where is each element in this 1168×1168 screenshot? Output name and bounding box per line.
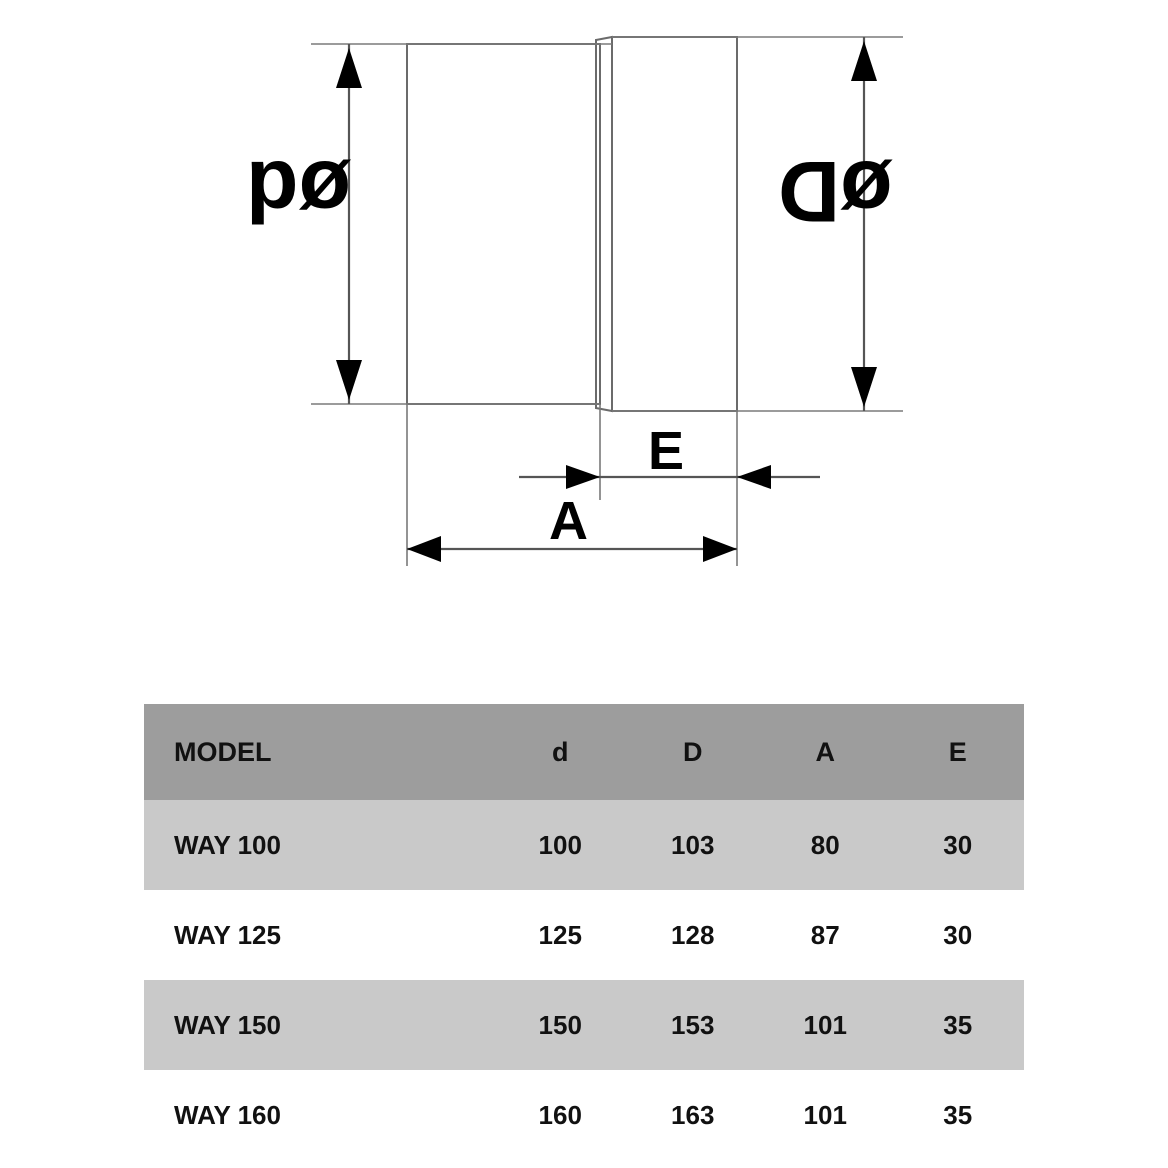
cell-D: 163 [671,1099,715,1130]
cell-D: 128 [671,919,715,950]
cell-A: 101 [803,1009,847,1040]
table-row [144,800,1024,890]
label-overall-length: A [549,491,588,551]
table-header [144,704,1024,800]
socket-lip [596,37,612,411]
cell-A: 87 [810,919,840,950]
table-row [144,1070,1024,1160]
label-inner-diameter: ød [246,143,352,239]
cell-model: WAY 100 [174,829,281,860]
column-header-d: d [552,736,569,767]
cell-d: 125 [538,919,582,950]
cell-D: 153 [671,1009,715,1040]
table-body [144,800,1024,1160]
small-tube-body [407,44,600,404]
cell-model: WAY 160 [174,1099,281,1130]
table-row [144,980,1024,1070]
part-outline [407,37,737,411]
cell-E: 30 [943,919,973,950]
column-header-D: D [683,736,703,767]
cell-d: 100 [538,829,582,860]
cell-A: 101 [803,1099,847,1130]
cell-model: WAY 150 [174,1009,281,1040]
cell-D: 103 [671,829,715,860]
column-header-A: A [815,736,835,767]
cell-model: WAY 125 [174,919,281,950]
cell-d: 150 [538,1009,582,1040]
table-header-row [144,704,1024,800]
column-header-model: MODEL [174,736,272,767]
cell-E: 35 [943,1009,973,1040]
extension-lines [311,37,903,566]
cell-E: 35 [943,1099,973,1130]
cell-A: 80 [810,829,840,860]
column-header-E: E [948,736,967,767]
table-row [144,890,1024,980]
large-tube-body [612,37,737,411]
label-insertion-depth: E [648,421,685,481]
cell-d: 160 [538,1099,582,1130]
label-outer-diameter: øD [778,143,893,239]
specifications-table [144,704,1024,1160]
cell-E: 30 [943,829,973,860]
